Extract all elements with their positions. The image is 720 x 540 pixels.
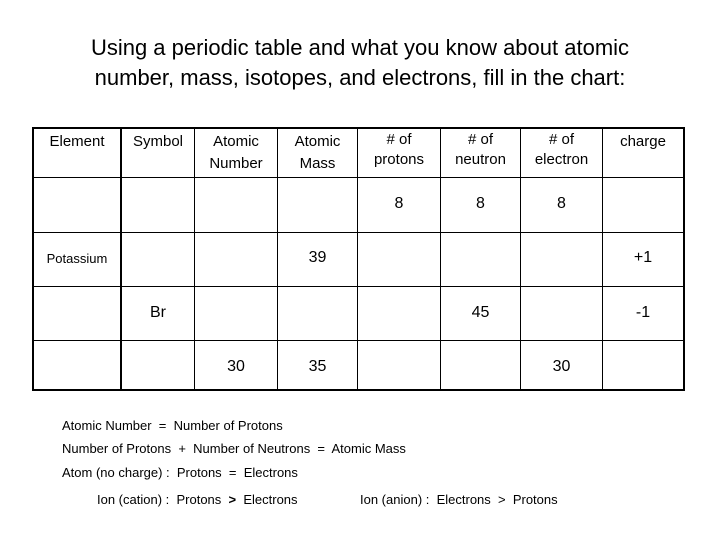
- row3-symbol: Br: [150, 304, 166, 321]
- grid-line: [683, 127, 685, 391]
- row1-protons: 8: [394, 195, 404, 212]
- grid-line: [32, 389, 685, 391]
- header-charge: charge: [620, 133, 666, 150]
- header-electron: # of electron: [534, 131, 589, 168]
- grid-line: [32, 127, 685, 129]
- header-atomic-mass: Atomic Mass: [294, 133, 341, 172]
- note-cation: Ion (cation) : Protons > Electrons: [97, 492, 298, 507]
- row3-charge: -1: [635, 304, 651, 321]
- row4-atomic-number: 30: [227, 358, 245, 375]
- row3-neutron: 45: [471, 304, 490, 321]
- header-symbol: Symbol: [132, 133, 184, 150]
- note-anion: Ion (anion) : Electrons > Protons: [360, 492, 558, 507]
- header-protons: # of protons: [373, 131, 425, 168]
- grid-line: [32, 286, 685, 287]
- grid-line: [32, 177, 685, 178]
- row4-atomic-mass: 35: [308, 358, 327, 375]
- element-chart: [32, 127, 685, 391]
- header-atomic-number: Atomic Number: [209, 133, 263, 172]
- grid-line: [120, 127, 122, 391]
- note-atomic-number: Atomic Number = Number of Protons: [62, 418, 283, 433]
- row1-electron: 8: [557, 195, 566, 212]
- grid-line: [32, 340, 685, 341]
- title-line-1: Using a periodic table and what you know about atomic: [90, 35, 630, 60]
- header-neutron: # of neutron: [455, 131, 506, 168]
- header-element: Element: [49, 133, 105, 150]
- grid-line: [32, 232, 685, 233]
- note-atom: Atom (no charge) : Protons = Electrons: [62, 465, 298, 480]
- note-atomic-mass: Number of Protons + Number of Neutrons = Atomic Mass: [62, 441, 406, 456]
- row1-neutron: 8: [476, 195, 485, 212]
- row2-atomic-mass: 39: [308, 249, 327, 266]
- row2-element: Potassium: [46, 251, 108, 266]
- row4-electron: 30: [552, 358, 571, 375]
- title-line-2: number, mass, isotopes, and electrons, fill in the chart:: [94, 65, 626, 90]
- row2-charge: +1: [633, 249, 653, 266]
